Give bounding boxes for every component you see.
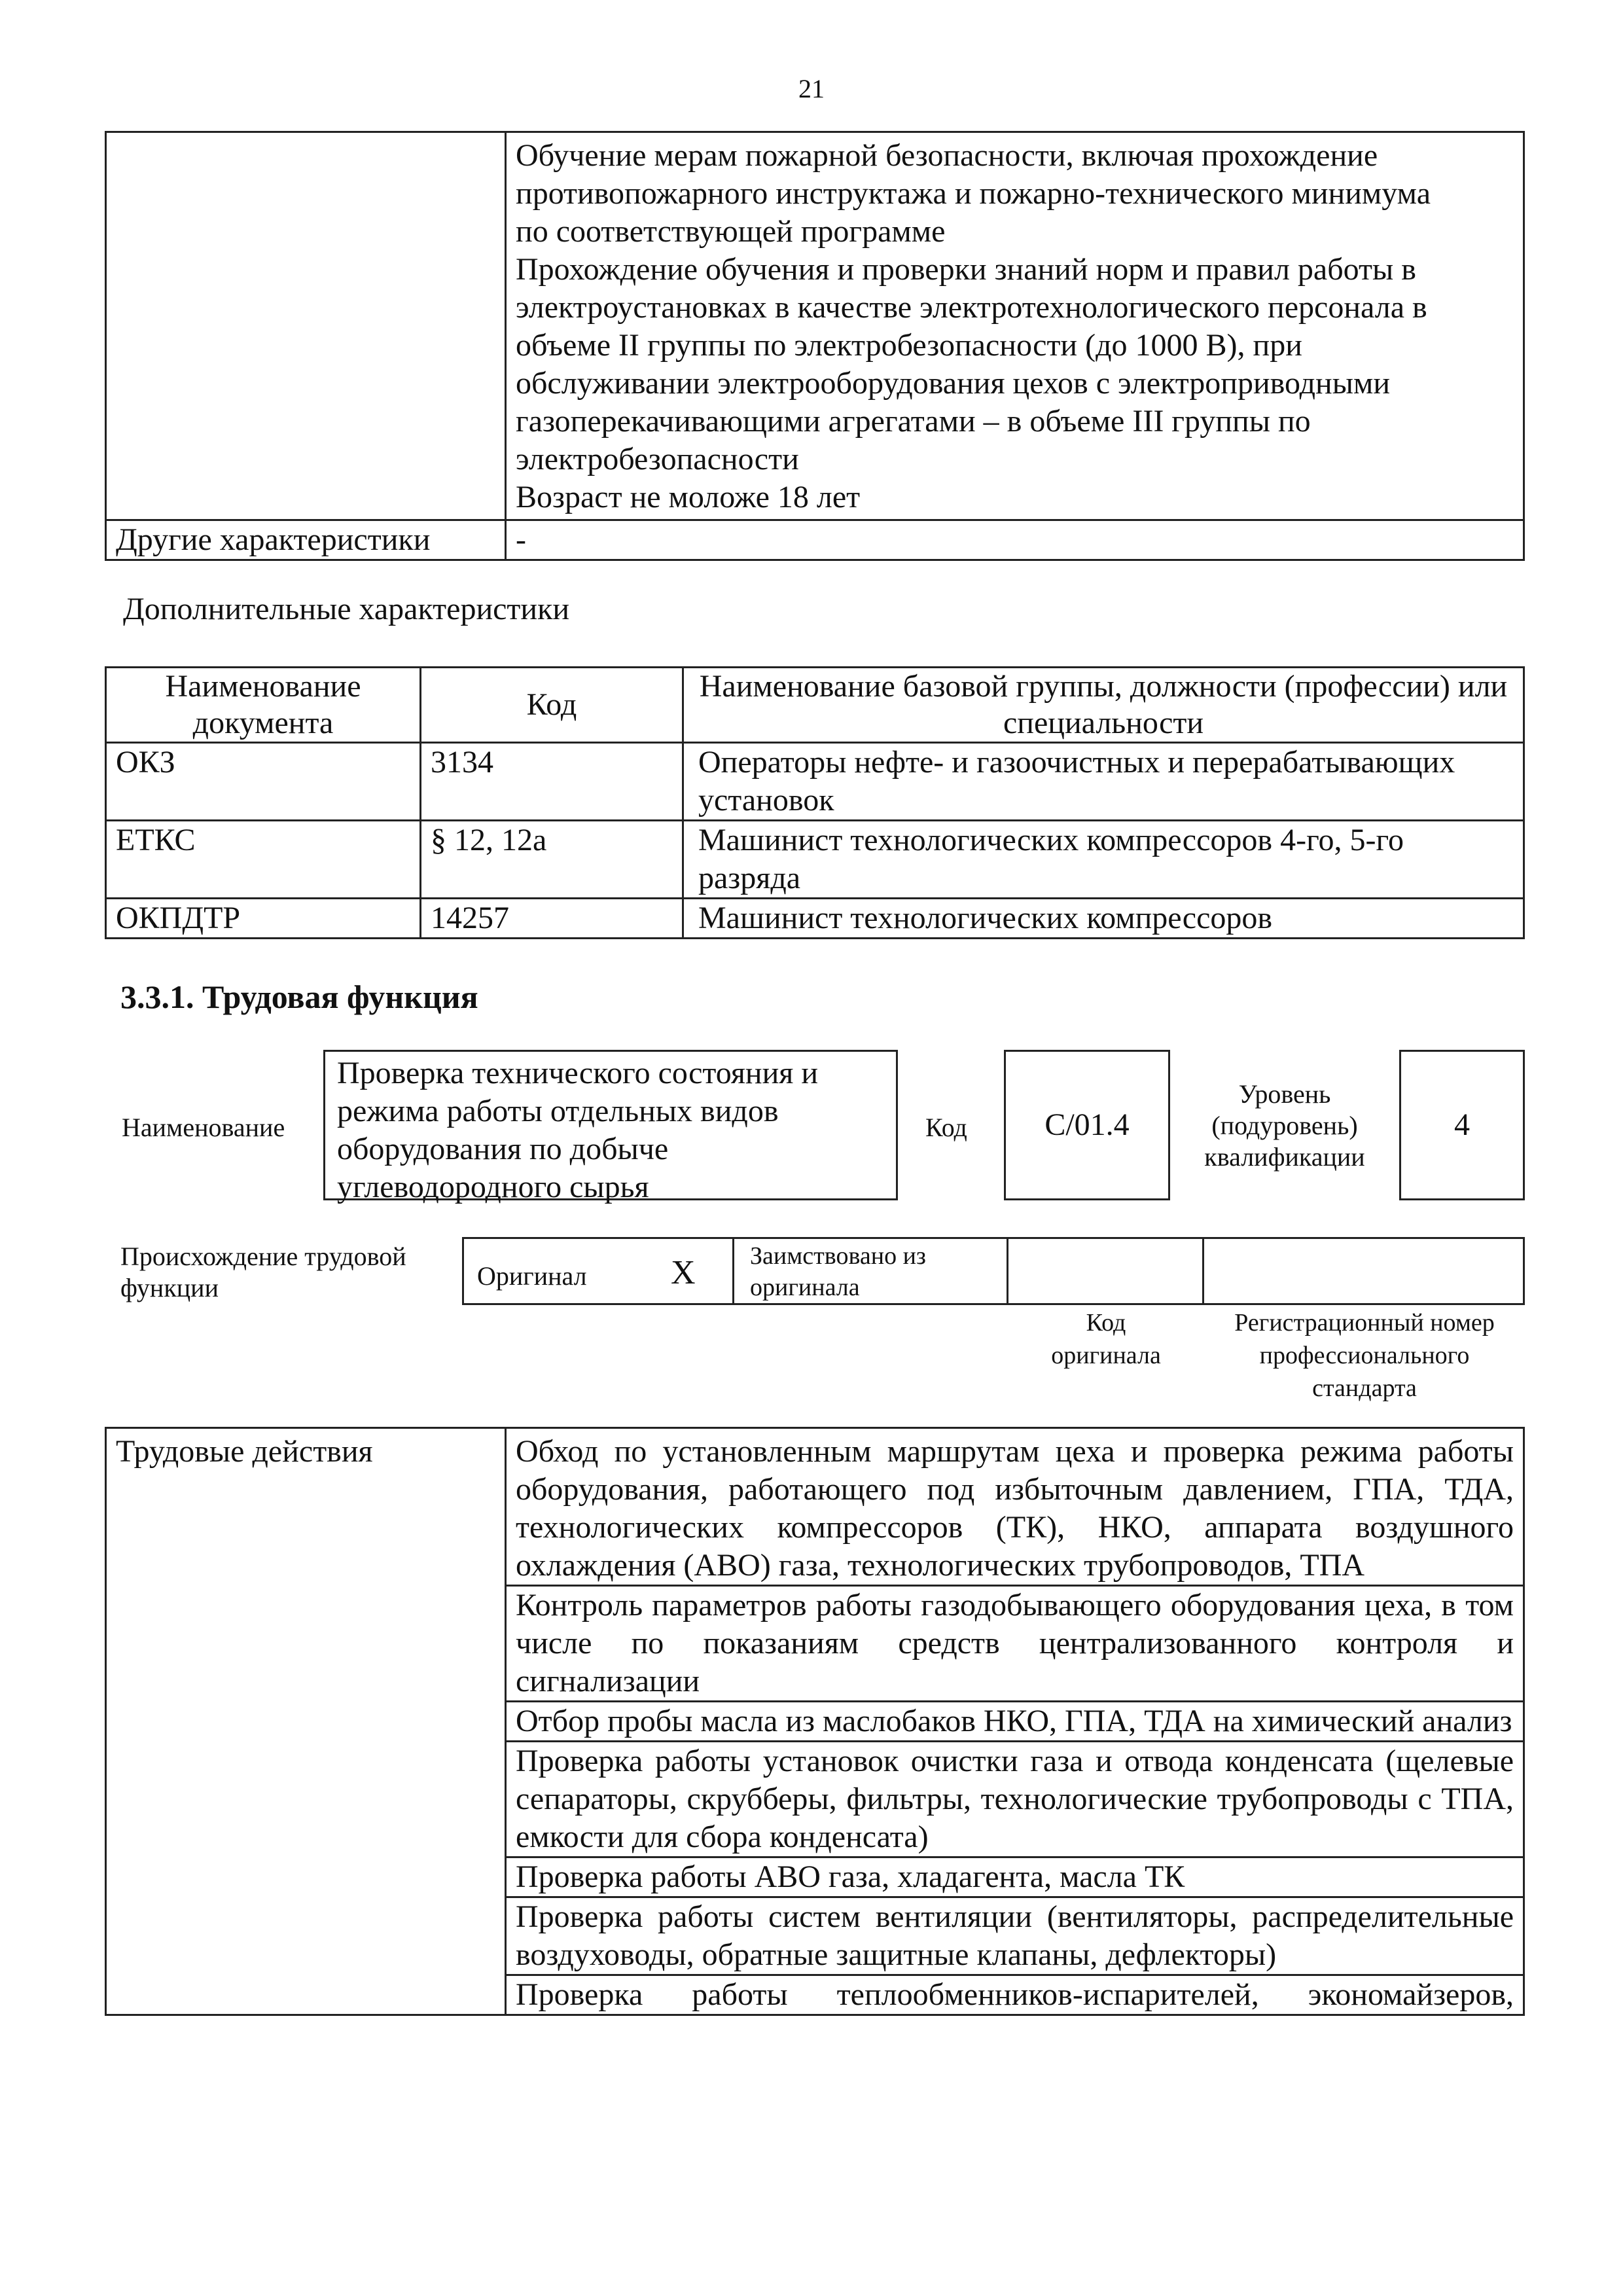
- row-doc: ОКЗ: [106, 743, 421, 821]
- row-code: 14257: [421, 899, 683, 939]
- code-original-caption: Код оригинала: [1051, 1309, 1161, 1369]
- function-code-label: Код: [925, 1113, 967, 1142]
- code-original-cell: [1007, 1237, 1204, 1305]
- original-label: Оригинал: [477, 1261, 587, 1291]
- row-code: 3134: [421, 743, 683, 821]
- requirements-text-cell: [506, 132, 1524, 520]
- row-doc: ОКПДТР: [106, 899, 421, 939]
- page-number: 21: [798, 74, 825, 103]
- reg-number-caption: Регистрационный номер профессионального стандарта: [1234, 1309, 1495, 1402]
- requirement-line: объеме II группы по электробезопасности (до 1000 В), при: [516, 328, 1302, 363]
- requirement-line: электробезопасности: [516, 442, 799, 476]
- row-doc: ЕТКС: [106, 821, 421, 899]
- row-code: § 12, 12а: [421, 821, 683, 899]
- labor-action-item: Контроль параметров работы газодобывающего оборудования цеха, в том числе по показаниям средств централизованного контроля и сигнализации: [506, 1586, 1524, 1702]
- other-characteristics-label: Другие характеристики: [106, 520, 506, 560]
- function-name-label: Наименование: [122, 1113, 285, 1142]
- labor-action-item: Проверка работы систем вентиляции (вентиляторы, распределительные воздуховоды, обратные защитные клапаны, дефлекторы): [506, 1897, 1524, 1975]
- function-code-value: С/01.4: [1044, 1107, 1130, 1142]
- requirement-line: Обучение мерам пожарной безопасности, включая прохождение: [516, 138, 1378, 173]
- additional-characteristics-heading: Дополнительные характеристики: [123, 592, 570, 626]
- table-row: [106, 821, 1524, 899]
- qualification-level-value: 4: [1454, 1107, 1470, 1142]
- requirements-label-cell: [106, 132, 506, 520]
- requirement-line: Возраст не моложе 18 лет: [516, 480, 861, 514]
- requirement-line: по соответствующей программе: [516, 214, 946, 249]
- section-heading: 3.3.1. Трудовая функция: [120, 978, 478, 1015]
- reg-number-cell: [1202, 1237, 1525, 1305]
- requirement-line: газоперекачивающими агрегатами – в объеме III группы по: [516, 404, 1311, 439]
- labor-action-item: Проверка работы теплообменников-испарителей, экономайзеров,: [506, 1975, 1524, 2015]
- original-mark: X: [671, 1254, 696, 1291]
- function-origin-label: Происхождение трудовой функции: [120, 1242, 406, 1302]
- header-document: Наименование документа: [106, 668, 421, 743]
- labor-action-item: Обход по установленным маршрутам цеха и проверка режима работы оборудования, работающего под избыточным давлением, ГПА, ТДА, технологических компрессоров (ТК), НКО, аппарата воздушного охлаждения (АВО) газа, технологических трубопроводов, ТПА: [506, 1428, 1524, 1586]
- function-name-line: Проверка технического состояния и: [337, 1056, 819, 1090]
- labor-actions-label: Трудовые действия: [106, 1428, 506, 2015]
- row-name: Машинист технологических компрессоров 4-го, 5-го разряда: [683, 821, 1524, 899]
- requirement-line: Прохождение обучения и проверки знаний норм и правил работы в: [516, 252, 1416, 287]
- header-code: Код: [421, 668, 683, 743]
- row-name: Операторы нефте- и газоочистных и перерабатывающих установок: [683, 743, 1524, 821]
- function-code-box: [1004, 1050, 1170, 1200]
- function-name-line: углеводородного сырья: [337, 1170, 649, 1204]
- table-row: [106, 899, 1524, 939]
- qualification-level-box: [1399, 1050, 1525, 1200]
- requirement-line: обслуживании электрооборудования цехов с электроприводными: [516, 366, 1391, 401]
- header-group-name: Наименование базовой группы, должности (профессии) или специальности: [683, 668, 1524, 743]
- function-name-box: [323, 1050, 898, 1204]
- labor-action-item: Проверка работы АВО газа, хладагента, масла ТК: [506, 1857, 1524, 1897]
- labor-action-item: Отбор пробы масла из маслобаков НКО, ГПА, ТДА на химический анализ: [506, 1702, 1524, 1742]
- table-row: [106, 743, 1524, 821]
- original-cell: [462, 1237, 734, 1305]
- function-name-line: оборудования по добыче: [337, 1132, 669, 1166]
- additional-characteristics-table: [105, 666, 1525, 939]
- function-name-line: режима работы отдельных видов: [337, 1094, 779, 1128]
- labor-action-item: Проверка работы установок очистки газа и отвода конденсата (щелевые сепараторы, скрубберы, фильтры, технологические трубопроводы с ТПА, емкости для сбора конденсата): [506, 1742, 1524, 1857]
- other-characteristics-value: -: [506, 520, 1524, 560]
- requirement-line: электроустановках в качестве электротехнологического персонала в: [516, 290, 1427, 325]
- requirements-table: [105, 131, 1525, 561]
- qualification-level-label: Уровень (подуровень) квалификации: [1204, 1079, 1365, 1172]
- borrowed-cell: Заимствовано из оригинала: [732, 1237, 1008, 1305]
- row-name: Машинист технологических компрессоров: [683, 899, 1524, 939]
- requirement-line: противопожарного инструктажа и пожарно-технического минимума: [516, 176, 1431, 211]
- labor-actions-table: [105, 1427, 1525, 2016]
